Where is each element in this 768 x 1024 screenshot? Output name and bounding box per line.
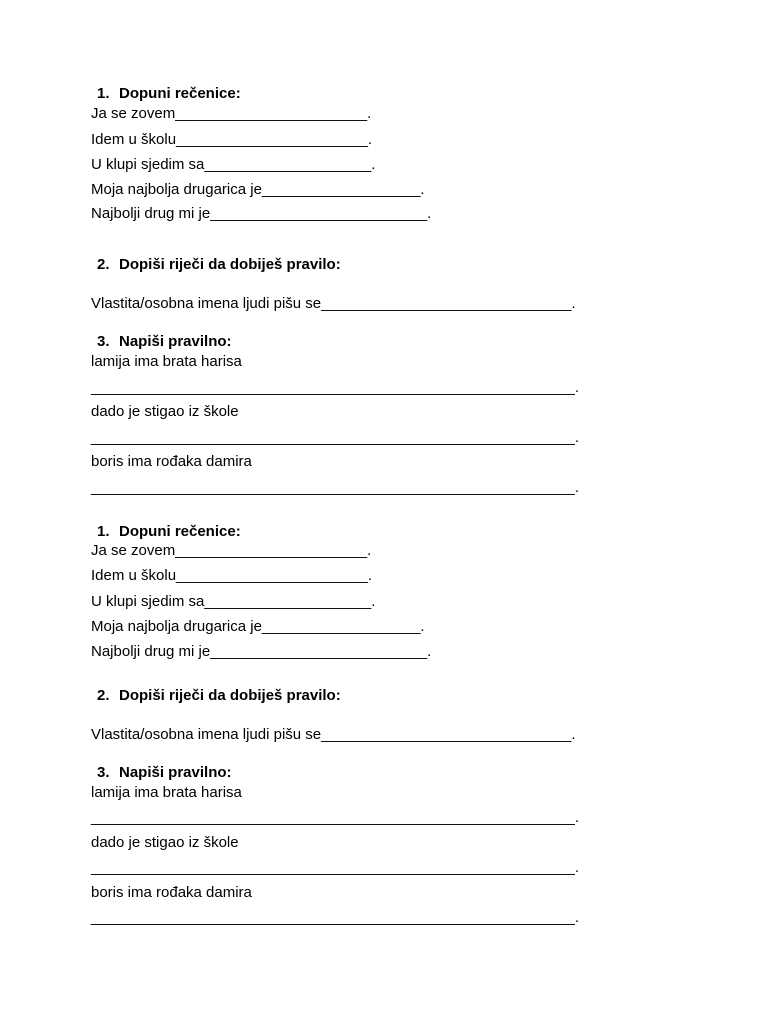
answer-line: __________________________________________________________. [91, 809, 580, 826]
correction-prompt: boris ima rođaka damira [91, 884, 252, 901]
rule-sentence: Vlastita/osobna imena ljudi pišu se______________________________. [91, 726, 576, 743]
fill-in-sentence: Ja se zovem_______________________. [91, 542, 372, 559]
correction-prompt: boris ima rođaka damira [91, 453, 252, 470]
exercise-2-title: Dopiši riječi da dobiješ pravilo: [119, 256, 341, 273]
correction-prompt: dado je stigao iz škole [91, 834, 239, 851]
answer-line: __________________________________________________________. [91, 479, 580, 496]
fill-in-sentence: Najbolji drug mi je__________________________. [91, 643, 432, 660]
exercise-2-number: 2. [97, 256, 110, 273]
exercise-3-number: 3. [97, 333, 110, 350]
answer-line: __________________________________________________________. [91, 909, 580, 926]
exercise-3-heading [97, 764, 232, 782]
exercise-2-heading [97, 687, 341, 705]
exercise-1-title: Dopuni rečenice: [119, 523, 241, 540]
exercise-1-heading [97, 85, 241, 103]
rule-sentence: Vlastita/osobna imena ljudi pišu se______________________________. [91, 295, 576, 312]
exercise-1-title: Dopuni rečenice: [119, 85, 241, 102]
fill-in-sentence: Ja se zovem_______________________. [91, 105, 372, 122]
fill-in-sentence: U klupi sjedim sa____________________. [91, 593, 376, 610]
exercise-2-number: 2. [97, 687, 110, 704]
fill-in-sentence: Moja najbolja drugarica je___________________. [91, 618, 425, 635]
exercise-3-heading [97, 333, 232, 351]
correction-prompt: lamija ima brata harisa [91, 784, 242, 801]
exercise-3-title: Napiši pravilno: [119, 764, 232, 781]
answer-line: __________________________________________________________. [91, 859, 580, 876]
fill-in-sentence: Idem u školu_______________________. [91, 131, 373, 148]
fill-in-sentence: Najbolji drug mi je__________________________. [91, 205, 432, 222]
correction-prompt: lamija ima brata harisa [91, 353, 242, 370]
exercise-1-heading [97, 523, 241, 541]
fill-in-sentence: Idem u školu_______________________. [91, 567, 373, 584]
exercise-2-heading [97, 256, 341, 274]
exercise-1-number: 1. [97, 523, 110, 540]
exercise-3-number: 3. [97, 764, 110, 781]
correction-prompt: dado je stigao iz škole [91, 403, 239, 420]
exercise-2-title: Dopiši riječi da dobiješ pravilo: [119, 687, 341, 704]
exercise-1-number: 1. [97, 85, 110, 102]
answer-line: __________________________________________________________. [91, 379, 580, 396]
answer-line: __________________________________________________________. [91, 429, 580, 446]
fill-in-sentence: U klupi sjedim sa____________________. [91, 156, 376, 173]
fill-in-sentence: Moja najbolja drugarica je___________________. [91, 181, 425, 198]
exercise-3-title: Napiši pravilno: [119, 333, 232, 350]
